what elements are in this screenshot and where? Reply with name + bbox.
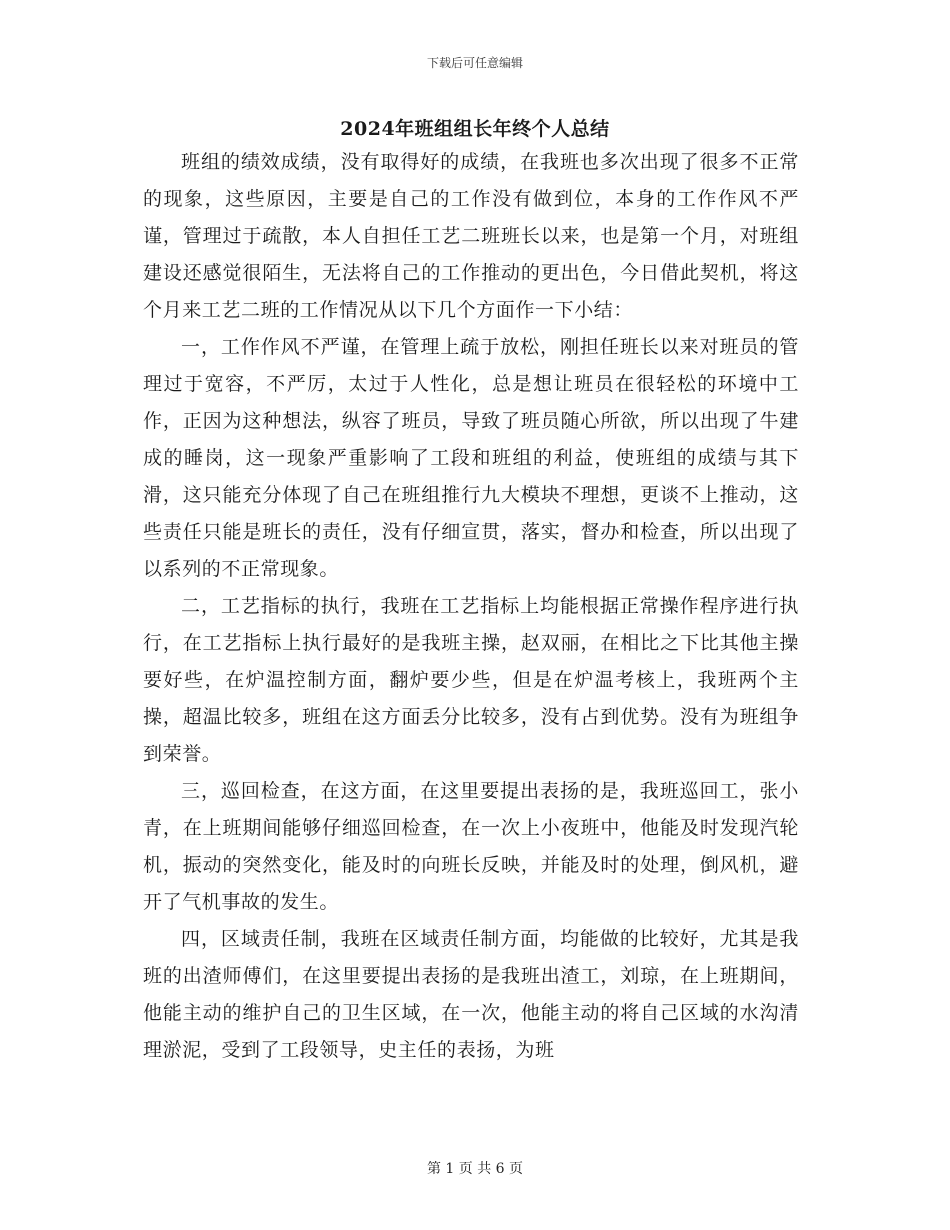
header-note: 下载后可任意编辑 xyxy=(426,56,523,70)
paragraph-work-style: 一，工作作风不严谨，在管理上疏于放松，刚担任班长以来对班员的管理过于宽容，不严厉，太过于人性化，总是想让班员在很轻松的环境中工作，正因为这种想法，纵容了班员，导致了班员随心所欲，所以出现了牛建成的睡岗，这一现象严重影响了工段和班组的利益，使班组的成绩与其下滑，这只能充分体现了自己在班组推行九大模块不理想，更谈不上推动，这些责任只能是班长的责任，没有仔细宣贯，落实，督办和检查，所以出现了以系列的不正常现象。 xyxy=(143,336,799,580)
paragraph-area-responsibility: 四，区域责任制，我班在区域责任制方面，均能做的比较好，尤其是我班的出渣师傅们，在这里要提出表扬的是我班出渣工，刘琼，在上班期间，他能主动的维护自己的卫生区域，在一次，他能主动的将自己区域的水沟清理淤泥，受到了工段领导，史主任的表扬，为班 xyxy=(143,928,799,1061)
paragraph-patrol-inspection: 三，巡回检查，在这方面，在这里要提出表扬的是，我班巡回工，张小青，在上班期间能够仔细巡回检查，在一次上小夜班中，他能及时发现汽轮机，振动的突然变化，能及时的向班长反映，并能及时的处理，倒风机，避开了气机事故的发生。 xyxy=(143,780,799,913)
document-body xyxy=(143,144,799,1069)
paragraph-intro: 班组的绩效成绩，没有取得好的成绩，在我班也多次出现了很多不正常的现象，这些原因，主要是自己的工作没有做到位，本身的工作作风不严谨，管理过于疏散，本人自担任工艺二班班长以来，也是第一个月，对班组建设还感觉很陌生，无法将自己的工作推动的更出色，今日借此契机，将这个月来工艺二班的工作情况从以下几个方面作一下小结： xyxy=(143,151,799,321)
paragraph-process-indicators: 二，工艺指标的执行，我班在工艺指标上均能根据正常操作程序进行执行，在工艺指标上执行最好的是我班主操，赵双丽，在相比之下比其他主操要好些，在炉温控制方面，翻炉要少些，但是在炉温考核上，我班两个主操，超温比较多，班组在这方面丢分比较多，没有占到优势。没有为班组争到荣誉。 xyxy=(143,595,799,765)
page-number: 第 1 页 共 6 页 xyxy=(426,1161,524,1177)
document-title: 2024年班组组长年终个人总结 xyxy=(340,118,610,140)
